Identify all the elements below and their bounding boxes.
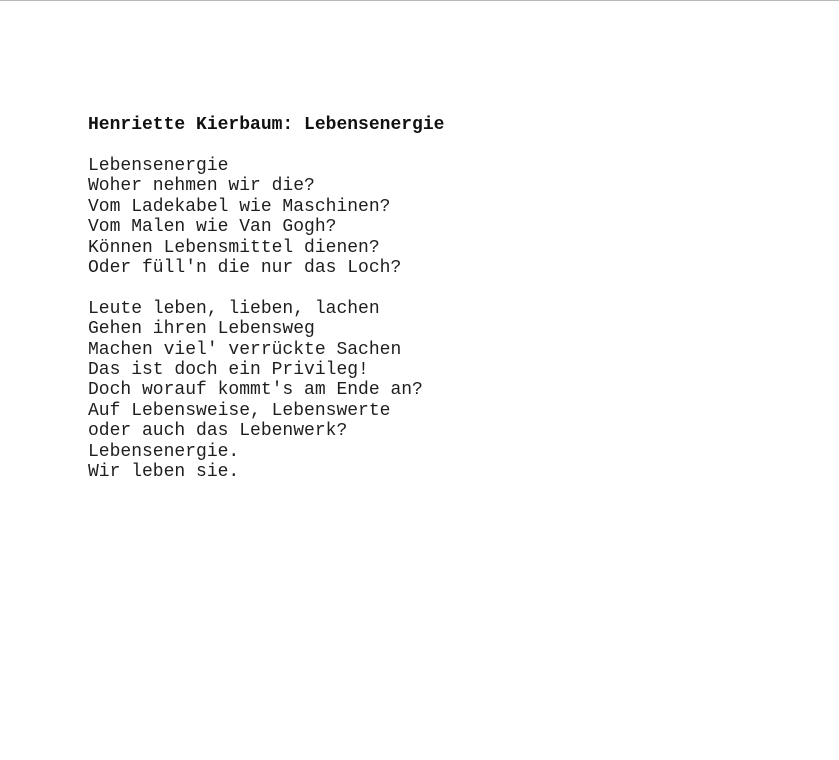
poem-line: Auf Lebensweise, Lebenswerte bbox=[88, 400, 391, 421]
poem-line: Wir leben sie. bbox=[88, 462, 240, 483]
poem-line: Woher nehmen wir die? bbox=[88, 176, 315, 197]
poem-line: Vom Malen wie Van Gogh? bbox=[88, 217, 337, 238]
poem-line: Doch worauf kommt's am Ende an? bbox=[88, 380, 423, 401]
top-border-line bbox=[0, 0, 839, 1]
stanza-2 bbox=[88, 299, 788, 483]
poem-line: oder auch das Lebenwerk? bbox=[88, 421, 348, 442]
poem-line: Gehen ihren Lebensweg bbox=[88, 319, 315, 340]
poem-line: Oder füll'n die nur das Loch? bbox=[88, 257, 402, 278]
poem-line: Vom Ladekabel wie Maschinen? bbox=[88, 196, 391, 217]
poem-line: Lebensenergie. bbox=[88, 441, 240, 462]
poem-title: Henriette Kierbaum: Lebensenergie bbox=[88, 115, 445, 135]
poem-line: Das ist doch ein Privileg! bbox=[88, 360, 369, 381]
stanza-1 bbox=[88, 156, 788, 278]
poem-line: Lebensenergie bbox=[88, 155, 229, 176]
poem-line: Machen viel' verrückte Sachen bbox=[88, 339, 402, 360]
poem-line: Können Lebensmittel dienen? bbox=[88, 237, 380, 258]
poem-document bbox=[88, 115, 788, 503]
poem-line: Leute leben, lieben, lachen bbox=[88, 298, 380, 319]
